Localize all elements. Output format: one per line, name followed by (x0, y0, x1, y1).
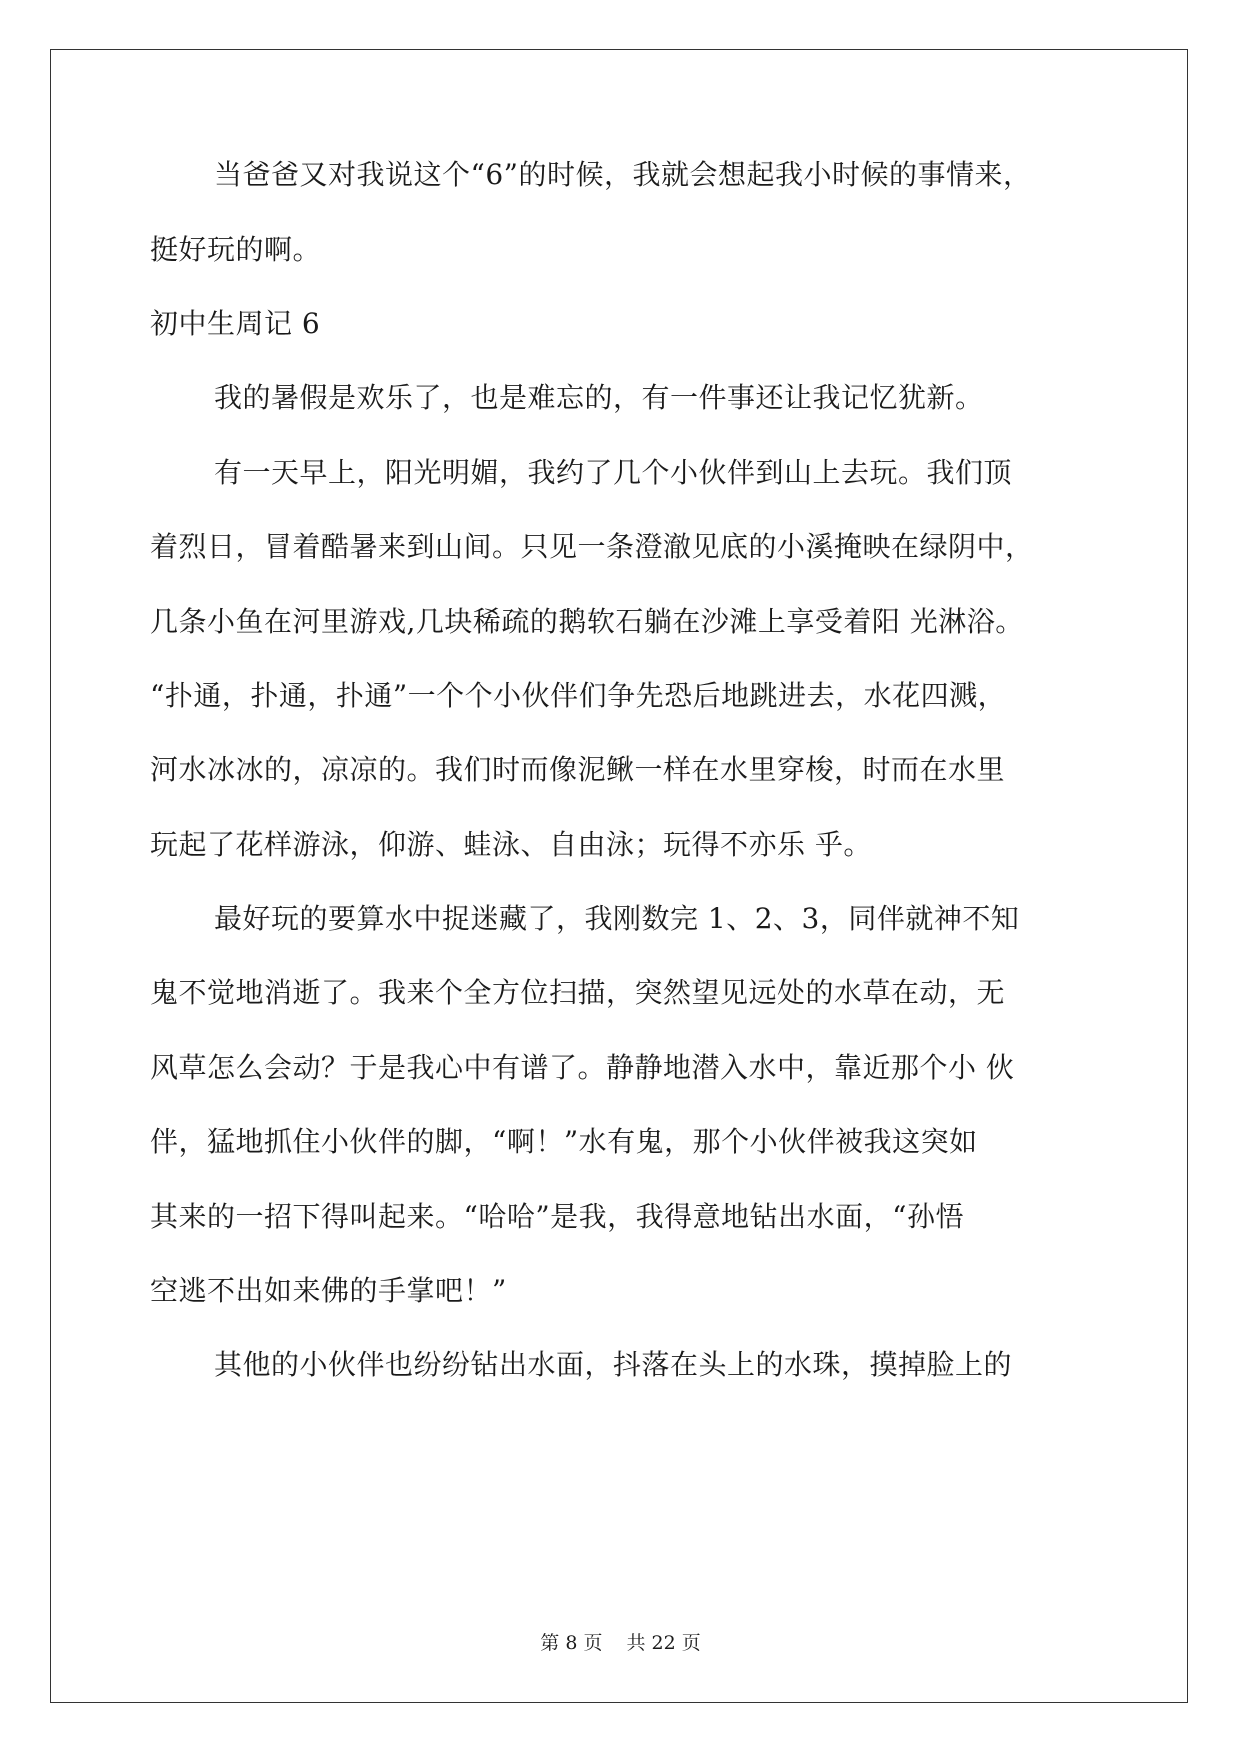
paragraph-line: 最好玩的要算水中捉迷藏了，我刚数完 1、2、3，同伴就神不知 (214, 902, 1020, 935)
paragraph-line: 河水冰冰的，凉凉的。我们时而像泥鳅一样在水里穿梭，时而在水里 (150, 753, 1006, 786)
paragraph-line: 着烈日，冒着酷暑来到山间。只见一条澄澈见底的小溪掩映在绿阴中， (150, 530, 1034, 563)
paragraph-line: 我的暑假是欢乐了，也是难忘的，有一件事还让我记忆犹新。 (214, 381, 984, 414)
paragraph-line: 风草怎么会动？于是我心中有谱了。静静地潜入水中，靠近那个小 伙 (150, 1051, 1015, 1084)
paragraph-line: 当爸爸又对我说这个“6”的时候，我就会想起我小时候的事情来， (214, 158, 1032, 191)
paragraph-line: 有一天早上，阳光明媚，我约了几个小伙伴到山上去玩。我们顶 (214, 456, 1013, 489)
page-footer (0, 1631, 1241, 1655)
page-number: 第 8 页 (540, 1632, 603, 1654)
paragraph-line: 空逃不出如来佛的手掌吧！” (150, 1274, 507, 1307)
paragraph-line: 其他的小伙伴也纷纷钻出水面，抖落在头上的水珠，摸掉脸上的 (214, 1348, 1013, 1381)
section-heading: 初中生周记 6 (150, 307, 321, 340)
paragraph-line: “扑通，扑通，扑通”一个个小伙伴们争先恐后地跳进去，水花四溅， (150, 679, 1007, 712)
paragraph-line: 几条小鱼在河里游戏,几块稀疏的鹅软石躺在沙滩上享受着阳 光淋浴。 (150, 605, 1024, 638)
paragraph-line: 鬼不觉地消逝了。我来个全方位扫描，突然望见远处的水草在动，无 (150, 976, 1006, 1009)
paragraph-line: 玩起了花样游泳，仰游、蛙泳、自由泳；玩得不亦乐 乎。 (150, 828, 872, 861)
page-total: 共 22 页 (626, 1632, 701, 1654)
paragraph-line: 伴，猛地抓住小伙伴的脚，“啊！”水有鬼，那个小伙伴被我这突如 (150, 1125, 978, 1158)
paragraph-line: 挺好玩的啊。 (150, 233, 322, 266)
page-border (50, 49, 1188, 1703)
paragraph-line: 其来的一招下得叫起来。“哈哈”是我，我得意地钻出水面，“孙悟 (150, 1200, 964, 1233)
